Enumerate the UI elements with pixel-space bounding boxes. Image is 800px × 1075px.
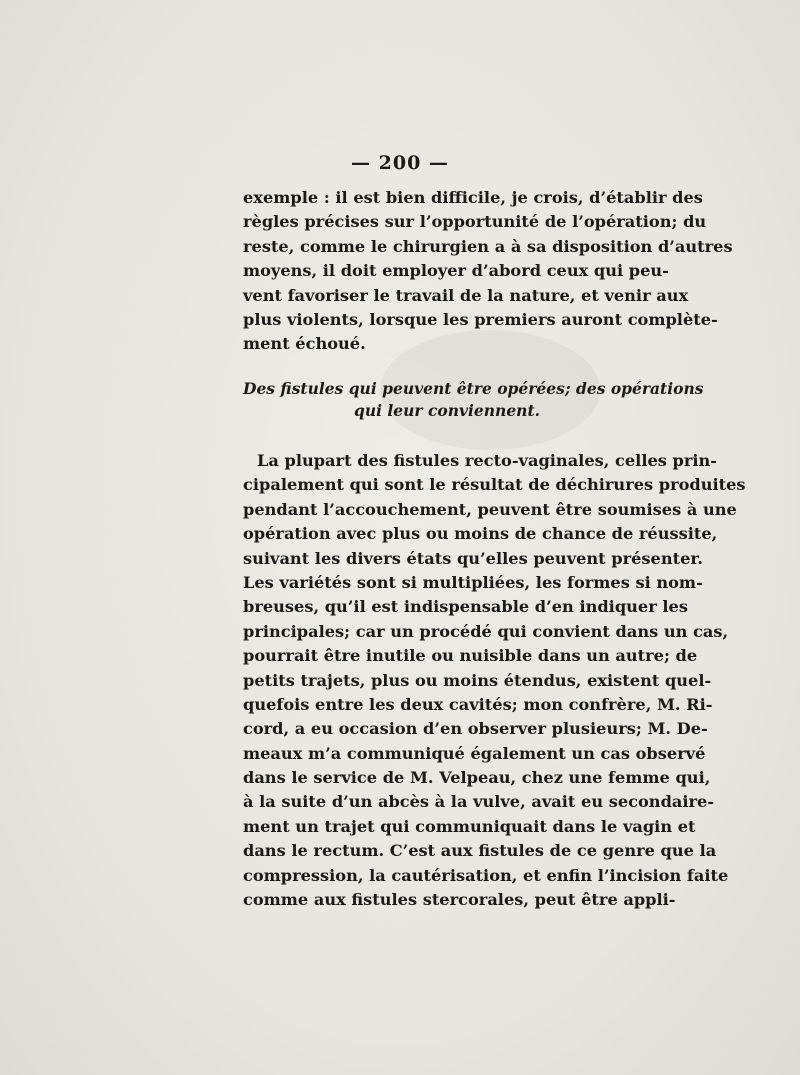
text-line: La plupart des fistules recto-vaginales, celles prin- [257,451,718,470]
text-line: vent favoriser le travail de la nature, et venir aux [243,285,689,305]
text-line: pourrait être inutile ou nuisible dans un autre; de [243,646,698,666]
text-line: suivant les divers états qu’elles peuvent présenter. [243,548,704,568]
text-line: principales; car un procédé qui convient dans un cas, [243,621,729,641]
text-line: règles précises sur l’opportunité de l’opération; du [243,212,707,232]
paragraph-1 [243,186,733,357]
text-line: pendant l’accouchement, peuvent être soumises à une [243,499,737,519]
text-line: meaux m’a communiqué également un cas observé [243,743,706,763]
heading-line: qui leur conviennent. [354,401,540,420]
section-heading [243,378,704,422]
text-line: moyens, il doit employer d’abord ceux qui peu- [243,261,669,281]
text-line: dans le service de M. Velpeau, chez une femme qui, [243,768,711,788]
text-line: compression, la cautérisation, et enfin l’incision faite [243,865,729,885]
text-line: comme aux fistules stercorales, peut être appli- [243,890,676,910]
text-line: quefois entre les deux cavités; mon confrère, M. Ri- [243,694,713,714]
heading-line: Des fistules qui peuvent être opérées; des opérations [243,379,704,398]
page-number: — 200 — [351,152,449,174]
paragraph-2 [243,449,746,912]
text-line: breuses, qu’il est indispensable d’en indiquer les [243,597,688,617]
text-line: ment un trajet qui communiquait dans le vagin et [243,816,696,836]
text-line: ment échoué. [243,334,366,354]
text-line: dans le rectum. C’est aux fistules de ce genre que la [243,841,717,861]
text-line: petits trajets, plus ou moins étendus, existent quel- [243,670,712,690]
text-line: cipalement qui sont le résultat de déchirures produites [243,475,746,495]
text-line: cord, a eu occasion d’en observer plusieurs; M. De- [243,719,708,739]
text-line: Les variétés sont si multipliées, les formes si nom- [243,572,703,592]
text-line: opération avec plus ou moins de chance de réussite, [243,524,718,544]
text-line: plus violents, lorsque les premiers auront complète- [243,309,718,329]
text-line: exemple : il est bien difficile, je crois, d’établir des [243,188,703,207]
text-line: reste, comme le chirurgien a à sa disposition d’autres [243,236,733,256]
text-line: à la suite d’un abcès à la vulve, avait eu secondaire- [243,792,715,812]
